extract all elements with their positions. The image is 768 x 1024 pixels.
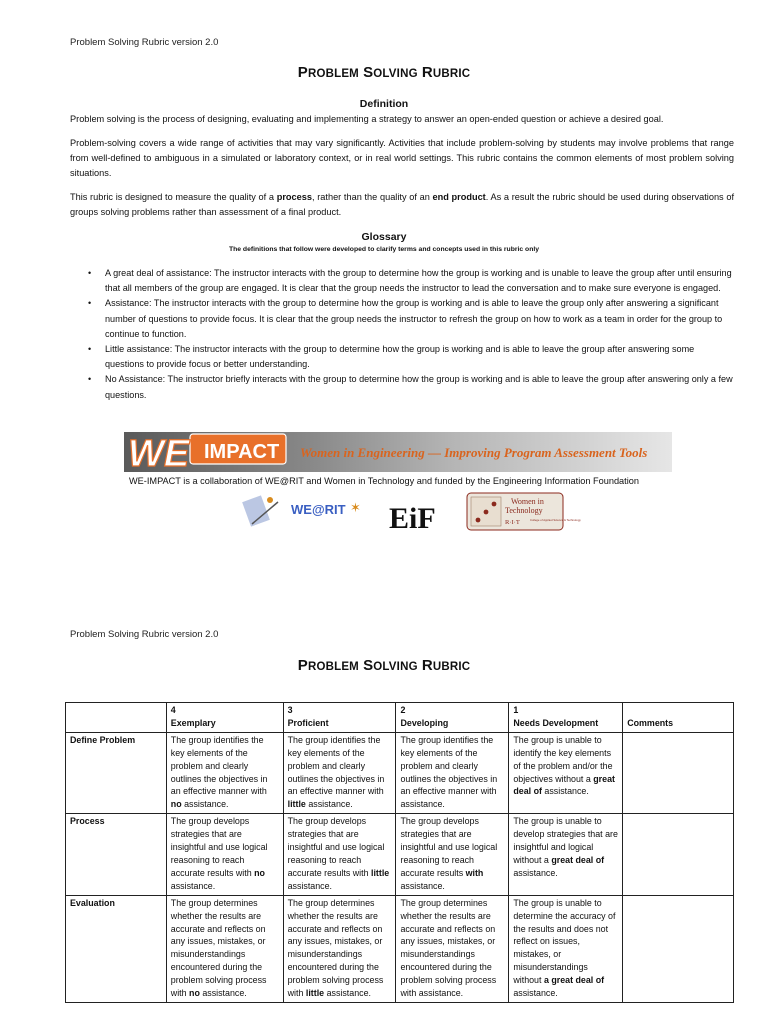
banner-impact-text: IMPACT [204,441,280,463]
column-header-needs-development: 1 Needs Development [509,703,623,733]
rubric-cell: The group identifies the key elements of the problem and clearly outlines the objectives in an effective manner with assistance. [396,732,509,813]
glossary-item [88,296,734,342]
we-impact-banner-logo [124,430,672,474]
banner-we-text: WE [128,433,190,474]
purpose-text-process: process [276,192,312,202]
purpose-text-a: This rubric is designed to measure the quality of a [70,192,277,202]
werit-logo-text: WE@RIT [291,502,346,517]
rubric-cell: The group is unable to develop strategies that are insightful and logical without a great deal of assistance. [509,814,623,895]
table-row [66,732,734,813]
row-label-process: Process [66,814,167,895]
rubric-cell: The group determines whether the results are accurate and reflects on any issues, mistakes, or misunderstandings encountered during the problem solving process with assistance. [396,895,509,1002]
empty-header-cell [66,703,167,733]
rubric-cell: The group is unable to identify the key elements of the problem and/or the objectives without a great deal of assistance. [509,732,623,813]
rubric-cell: The group is unable to determine the accuracy of the results and does not reflect on issues, mistakes, or misunderstandings without a great deal of assistance. [509,895,623,1002]
rubric-cell: The group identifies the key elements of the problem and clearly outlines the objectives in an effective manner with little assistance. [283,732,396,813]
column-header-exemplary: 4 Exemplary [166,703,283,733]
women-in-technology-logo [467,493,581,530]
comments-cell[interactable] [623,895,734,1002]
table-row [66,895,734,1002]
glossary-item-text: Little assistance: The instructor interacts with the group to determine how the group is working and is able to leave the group after answering some questions to provide focus or better understanding. [105,344,695,370]
column-header-proficient: 3 Proficient [283,703,396,733]
table-row [66,814,734,895]
page2-title: PROBLEM SOLVING RUBRIC [297,657,471,674]
glossary-item-text: Assistance: The instructor interacts with the group to determine how the group is working and is able to leave the group only after answering a significant number of questions to provide focus. It is clear that the group needs the instructor to refresh the group on how to work as a team in order for the group to continue to function. [105,298,723,339]
glossary-list [88,266,734,403]
svg-text:✶: ✶ [350,500,361,515]
glossary-item-text: No Assistance: The instructor briefly interacts with the group to determine how the group is working and is able to leave the group after answering only a few questions. [105,374,733,400]
purpose-text-c: , rather than the quality of an [311,192,433,202]
definition-heading: Definition [359,98,409,110]
comments-cell[interactable] [623,732,734,813]
collaboration-text: WE-IMPACT is a collaboration of WE@RIT and Women in Technology and funded by the Engineering Information Foundation [129,476,639,486]
rubric-cell: The group develops strategies that are insightful and use logical reasoning to reach accurate results with assistance. [396,814,509,895]
wit-line1: Women in [511,497,544,506]
eif-logo [384,496,440,534]
glossary-subtitle: The definitions that follow were developed to clarify terms and concepts used in this rubric only [228,246,540,253]
purpose-paragraph [70,190,734,220]
row-label-define-problem: Define Problem [66,732,167,813]
rubric-cell: The group develops strategies that are insightful and use logical reasoning to reach accurate results with no assistance. [166,814,283,895]
page-header: Problem Solving Rubric version 2.0 [70,37,219,48]
bullet-icon: • [88,268,92,278]
table-header-row [66,703,734,733]
we-at-rit-logo [242,495,361,526]
glossary-item-text: A great deal of assistance: The instructor interacts with the group to determine how the group is working and is unable to leave the group after until ensuring that all members of the group are engaged. It is clear that the group needs the instructor to lead the conversation and to make sure everyone is engaged. [105,268,732,294]
page2-header: Problem Solving Rubric version 2.0 [70,629,219,640]
column-header-comments: Comments [623,703,734,733]
bullet-icon: • [88,298,92,309]
glossary-heading: Glossary [361,231,407,243]
rubric-cell: The group determines whether the results are accurate and reflects on any issues, mistakes, or misunderstandings encountered during the problem solving process with little assistance. [283,895,396,1002]
glossary-item [88,266,734,296]
partner-logos [0,490,768,534]
rubric-cell: The group develops strategies that are insightful and use logical reasoning to reach accurate results with little assistance. [283,814,396,895]
glossary-item [88,372,734,402]
rubric-cell: The group determines whether the results are accurate and reflects on any issues, mistakes, or misunderstandings encountered during the problem solving process with no assistance. [166,895,283,1002]
glossary-item [88,342,734,372]
wit-small: College of Applied Science & Technology [530,518,581,522]
rubric-table [65,702,734,1003]
activities-paragraph: Problem-solving covers a wide range of activities that may vary significantly. Activities that include problem-solving by students may involve problems that range from well-defined to ambiguous in a simulated or laboratory context, or in real world settings. This rubric contains the common elements of most problem solving situations. [70,138,734,179]
comments-cell[interactable] [623,814,734,895]
rubric-cell: The group identifies the key elements of the problem and clearly outlines the objectives in an effective manner with no assistance. [166,732,283,813]
purpose-text-end-product: end product [432,192,486,202]
page-title: PROBLEM SOLVING RUBRIC [297,64,471,81]
banner-tagline-text: Women in Engineering — Improving Program Assessment Tools [300,445,648,460]
bullet-icon: • [88,374,92,385]
column-header-developing: 2 Developing [396,703,509,733]
eif-logo-text: EiF [389,502,436,534]
wit-line2: Technology [505,506,543,515]
bullet-icon: • [88,344,92,355]
purpose-text-e: . As a result the rubric should be used during observations of groups solving problems rather than assessment of a final product. [70,192,735,218]
row-label-evaluation: Evaluation [66,895,167,1002]
wit-rit: R·I·T [505,519,520,526]
definition-text: Problem solving is the process of designing, evaluating and implementing a strategy to answer an open-ended question or achieve a desired goal. [70,114,664,124]
